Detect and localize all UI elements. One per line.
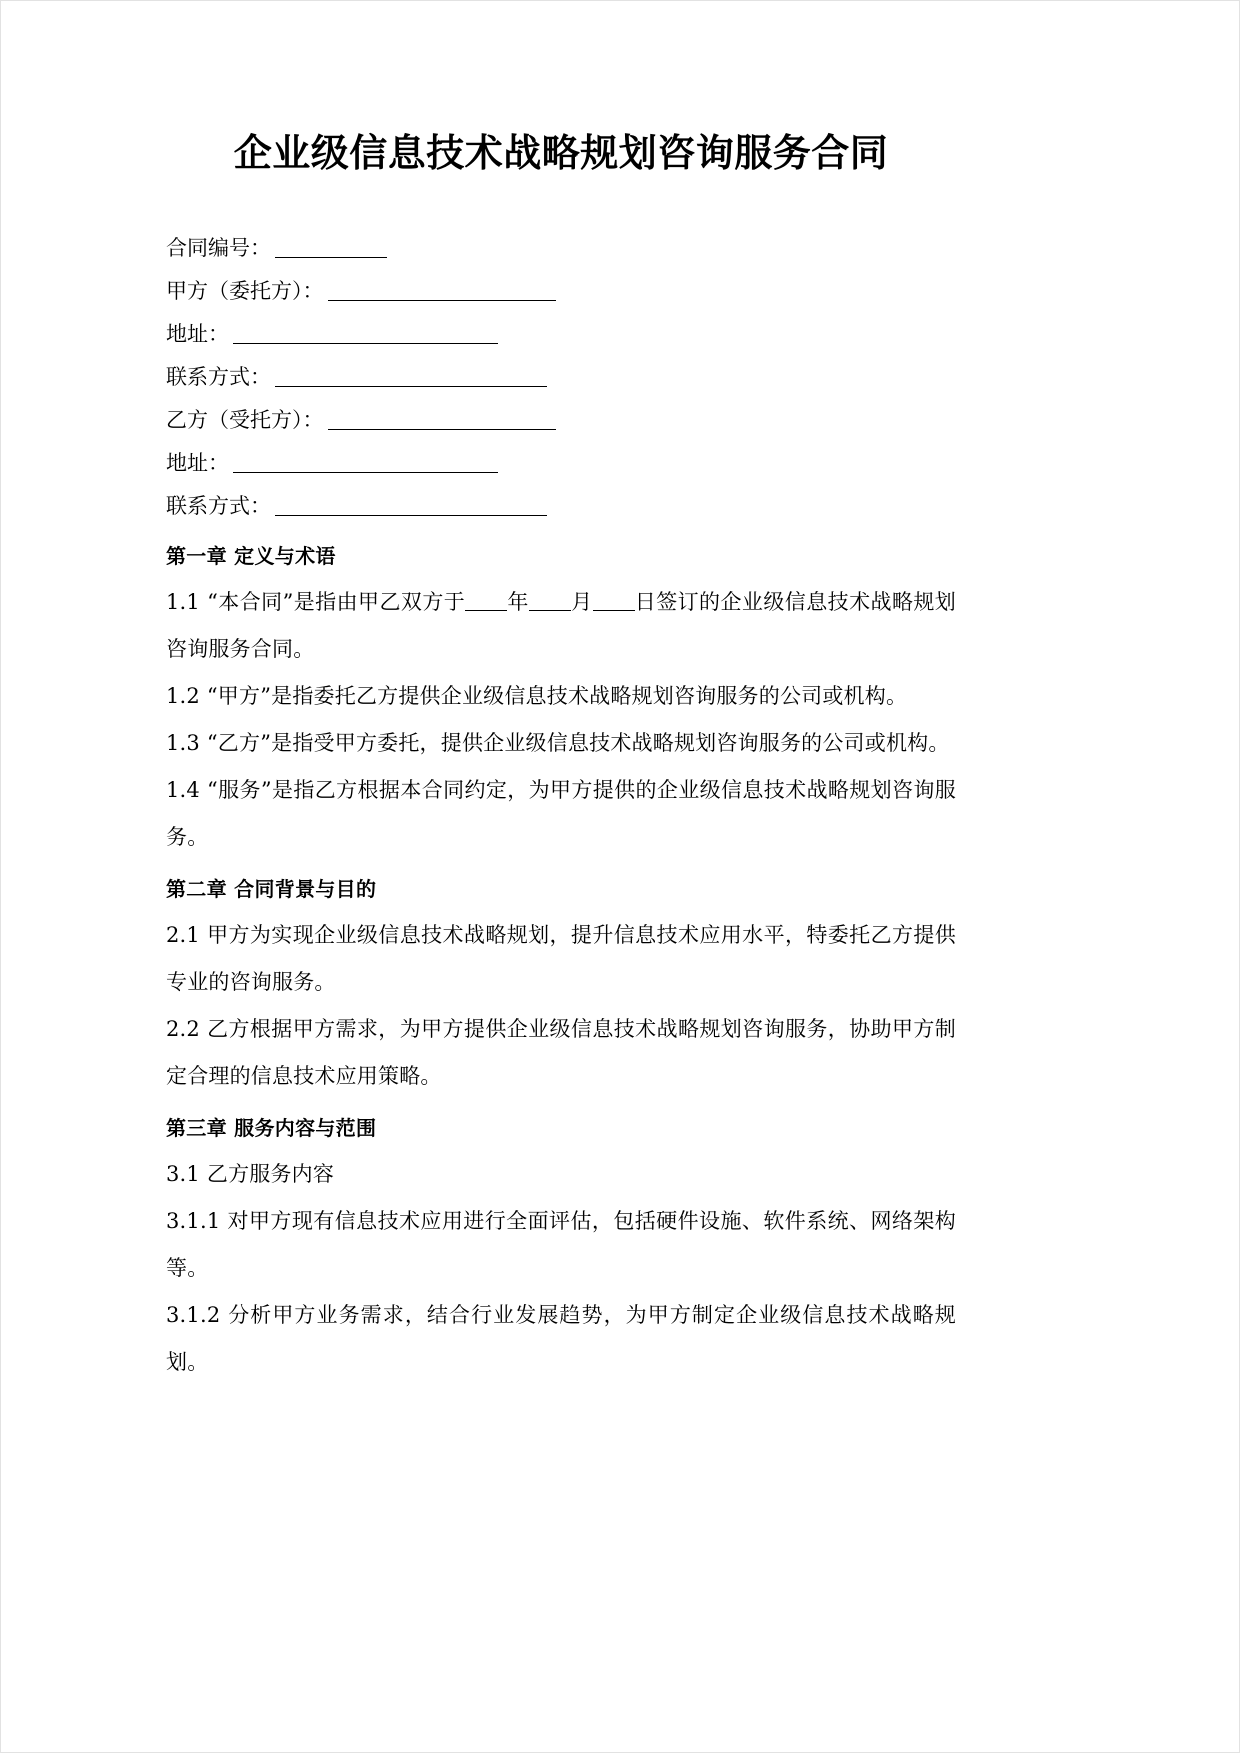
header-field-row: [166, 485, 956, 528]
clause-3-1: 3.1 乙方服务内容: [166, 1161, 335, 1186]
clause-2-2: 2.2 乙方根据甲方需求，为甲方提供企业级信息技术战略规划咨询服务，协助甲方制定合理的信息技术应用策略。: [166, 1016, 956, 1088]
header-field-label: 地址：: [166, 321, 229, 346]
clause-2-1: 2.1 甲方为实现企业级信息技术战略规划，提升信息技术应用水平，特委托乙方提供专业的咨询服务。: [166, 922, 956, 994]
contract-body: [166, 541, 956, 1386]
clause-1-1: 1.1 “本合同”是指由甲乙双方于 年 月 日签订的企业级信息技术战略规划咨询服务合同。: [166, 589, 957, 661]
clause-1-3: 1.3 “乙方”是指受甲方委托，提供企业级信息技术战略规划咨询服务的公司或机构。: [166, 730, 950, 755]
header-field-label: 联系方式：: [166, 364, 271, 389]
header-field-blank[interactable]: [275, 237, 387, 258]
header-field-blank[interactable]: [328, 409, 556, 430]
page-title: 企业级信息技术战略规划咨询服务合同: [233, 130, 889, 175]
header-field-label: 甲方（委托方）：: [166, 278, 324, 303]
header-field-blank[interactable]: [275, 495, 547, 516]
header-field-blank[interactable]: [328, 280, 556, 301]
header-field-row: [166, 270, 956, 313]
header-field-blank[interactable]: [233, 452, 498, 473]
page-content: [166, 1, 956, 1386]
clause-inline-blank[interactable]: [465, 593, 507, 611]
header-field-label: 乙方（受托方）：: [166, 407, 324, 432]
clause-inline-blank[interactable]: [593, 593, 635, 611]
clause-3-1-1: 3.1.1 对甲方现有信息技术应用进行全面评估，包括硬件设施、软件系统、网络架构等。: [166, 1208, 956, 1280]
chapter-heading: 第三章 服务内容与范围: [166, 1115, 377, 1140]
chapter-heading: 第一章 定义与术语: [166, 543, 336, 568]
header-field-blank[interactable]: [233, 323, 498, 344]
header-field-blank[interactable]: [275, 366, 547, 387]
chapter-heading: 第二章 合同背景与目的: [166, 876, 377, 901]
clause-3-1-2: 3.1.2 分析甲方业务需求，结合行业发展趋势，为甲方制定企业级信息技术战略规划。: [166, 1302, 956, 1374]
contract-header-fields: [166, 227, 956, 528]
header-field-label: 联系方式：: [166, 493, 271, 518]
header-field-row: [166, 399, 956, 442]
clause-1-2: 1.2 “甲方”是指委托乙方提供企业级信息技术战略规划咨询服务的公司或机构。: [166, 683, 908, 708]
clause-1-4: 1.4 “服务”是指乙方根据本合同约定，为甲方提供的企业级信息技术战略规划咨询服务。: [166, 777, 956, 849]
header-field-label: 地址：: [166, 450, 229, 475]
header-field-label: 合同编号：: [166, 235, 271, 260]
clause-inline-blank[interactable]: [529, 593, 571, 611]
header-field-row: [166, 227, 956, 270]
header-field-row: [166, 442, 956, 485]
header-field-row: [166, 313, 956, 356]
header-field-row: [166, 356, 956, 399]
